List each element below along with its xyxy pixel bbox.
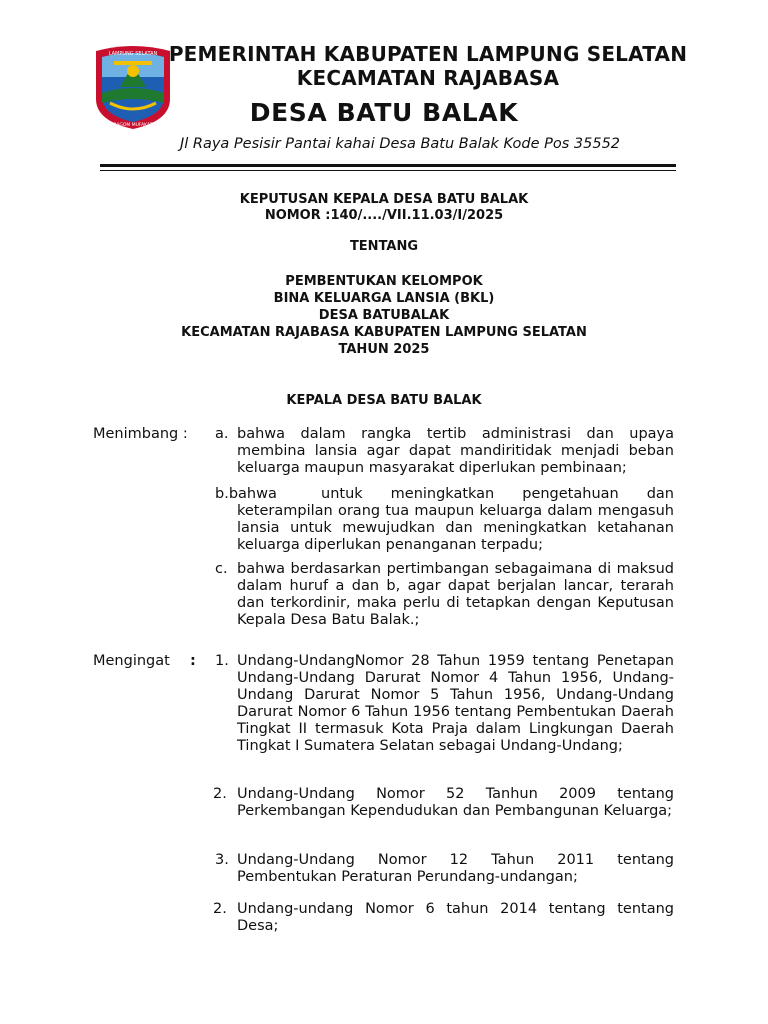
menimbang-marker: a.: [215, 426, 229, 442]
mengingat-text: Undang-UndangNomor 28 Tahun 1959 tentang Penetapan Undang-Undang Darurat Nomor 4 Tahun 1956, Undang-Undang Darurat Nomor 5 Tahun 1956, Undang-Undang Darurat Nomor 6 Tahun 1956 tentang Pembentukan Daerah Tingkat II termasuk Kota Praja dalam Lingkungan Daerah Tingkat I Sumatera Selatan sebagai Undang-Undang;: [237, 653, 674, 754]
mengingat-text: Undang-Undang Nomor 12 Tahun 2011 tentang Pembentukan Peraturan Perundang-undangan;: [237, 852, 674, 885]
menimbang-marker: b.bahwa: [215, 486, 277, 502]
header-thick-rule: [100, 164, 676, 167]
decree-subject-line: PEMBENTUKAN KELOMPOK: [285, 274, 483, 289]
village-title: DESA BATU BALAK: [249, 98, 519, 127]
logo-bottom-text: RAGOM MUFAKAT: [113, 123, 153, 128]
menimbang-marker: c.: [215, 561, 228, 577]
mengingat-label: Mengingat: [93, 653, 170, 669]
government-title: PEMERINTAH KABUPATEN LAMPUNG SELATAN: [168, 42, 688, 66]
menimbang-label: Menimbang :: [93, 426, 188, 442]
mengingat-text: Undang-undang Nomor 6 tahun 2014 tentang tentang Desa;: [237, 901, 674, 934]
mengingat-marker: 1.: [215, 653, 229, 669]
decree-authority: KEPALA DESA BATU BALAK: [286, 393, 482, 408]
menimbang-text: bahwa berdasarkan pertimbangan sebagaimana di maksud dalam huruf a dan b, agar dapat berjalan lancar, terarah dan terkordinir, maka perlu di tetapkan dengan Keputusan Kepala Desa Batu Balak.;: [237, 561, 674, 628]
mengingat-colon: :: [190, 653, 196, 669]
mengingat-marker: 3.: [215, 852, 229, 868]
menimbang-text: bahwa dalam rangka tertib administrasi dan upaya membina lansia agar dapat mandiritidak menjadi beban keluarga maupun masyarakat diperlukan pembinaan;: [237, 426, 674, 476]
header-thin-rule: [100, 170, 676, 171]
decree-subject-line: TAHUN 2025: [338, 342, 430, 357]
district-title: KECAMATAN RAJABASA: [296, 66, 560, 90]
mengingat-marker: 2.: [213, 786, 227, 802]
address-line: Jl Raya Pesisir Pantai kahai Desa Batu Balak Kode Pos 35552: [179, 136, 621, 152]
decree-title: KEPUTUSAN KEPALA DESA BATU BALAK: [239, 192, 529, 207]
decree-about: TENTANG: [349, 239, 419, 254]
decree-subject-line: BINA KELUARGA LANSIA (BKL): [273, 291, 495, 306]
decree-subject-line: KECAMATAN RAJABASA KABUPATEN LAMPUNG SELATAN: [181, 325, 587, 340]
mengingat-text: Undang-Undang Nomor 52 Tanhun 2009 tentang Perkembangan Kependudukan dan Pembangunan Keluarga;: [237, 786, 674, 819]
decree-number: NOMOR :140/..../VII.11.03/I/2025: [264, 208, 504, 223]
mengingat-marker: 2.: [213, 901, 227, 917]
menimbang-text: untuk meningkatkan pengetahuan dan keterampilan orang tua maupun keluarga dalam mengasuh lansia untuk mewujudkan dan meningkatkan ketahanan keluarga diperlukan penanganan terpadu;: [237, 486, 674, 553]
decree-subject-line: DESA BATUBALAK: [318, 308, 450, 323]
logo-top-text: LAMPUNG SELATAN: [108, 51, 158, 57]
